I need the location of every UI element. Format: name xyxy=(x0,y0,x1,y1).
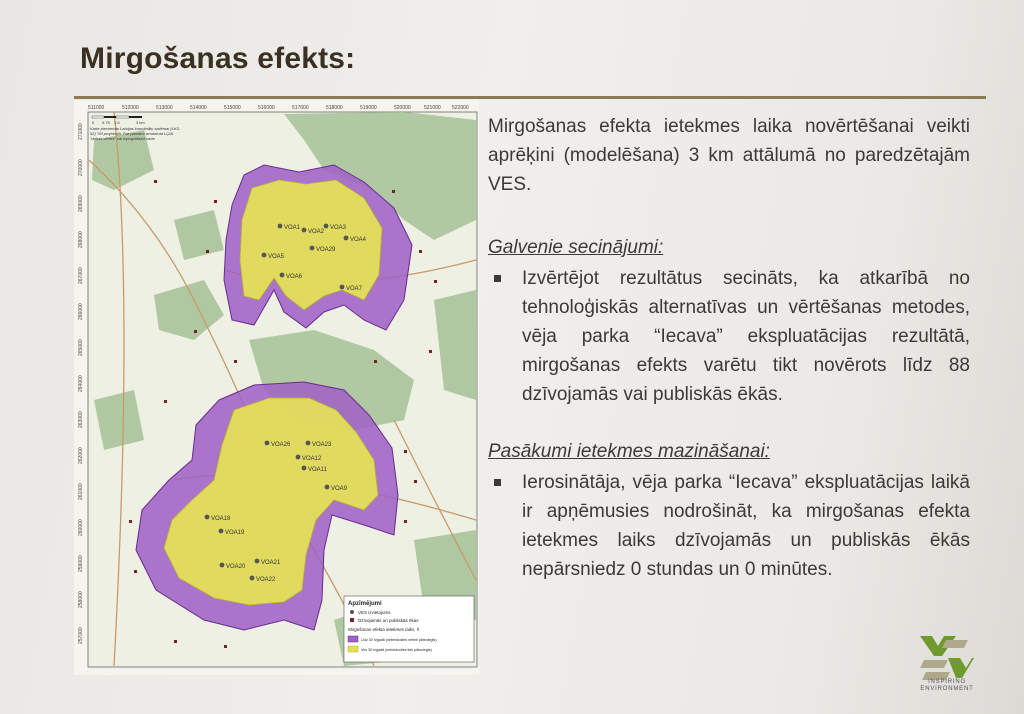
section-heading-measures: Pasākumi ietekmes mazināšanai: xyxy=(488,441,770,462)
svg-text:520000: 520000 xyxy=(394,105,411,111)
turbine-label: VOA6 xyxy=(286,274,303,280)
turbine-label: VOA2 xyxy=(308,229,325,235)
turbine-marker xyxy=(219,529,224,534)
turbine-marker xyxy=(250,576,255,581)
title-divider xyxy=(74,96,986,99)
turbine-label: VOA9 xyxy=(331,486,348,492)
svg-text:258000: 258000 xyxy=(78,591,84,608)
legend-subtitle: Mirgošanas efekta ietekmes laiks, h xyxy=(348,627,420,632)
svg-text:3 km: 3 km xyxy=(136,120,145,125)
turbine-label: VOA20 xyxy=(226,564,246,570)
flicker-map xyxy=(74,100,479,675)
turbine-label: VOA21 xyxy=(261,560,281,566)
turbine-label: VOA23 xyxy=(312,442,332,448)
svg-text:268000: 268000 xyxy=(78,231,84,248)
svg-text:518000: 518000 xyxy=(326,105,343,111)
turbine-marker xyxy=(302,466,307,471)
svg-text:1.5: 1.5 xyxy=(114,120,120,125)
svg-text:265000: 265000 xyxy=(78,339,84,356)
svg-text:269000: 269000 xyxy=(78,195,84,212)
svg-text:519000: 519000 xyxy=(360,105,377,111)
turbine-marker xyxy=(255,559,260,564)
svg-text:0: 0 xyxy=(92,120,95,125)
svg-text:266000: 266000 xyxy=(78,303,84,320)
turbine-marker xyxy=(310,246,315,251)
turbine-label: VOA22 xyxy=(256,577,276,583)
turbine-label: VOA26 xyxy=(271,442,291,448)
svg-text:515000: 515000 xyxy=(224,105,241,111)
svg-text:511000: 511000 xyxy=(88,105,105,111)
svg-text:513000: 513000 xyxy=(156,105,173,111)
turbine-label: VOA5 xyxy=(268,254,285,260)
text-column xyxy=(488,112,970,584)
svg-text:259000: 259000 xyxy=(78,555,84,572)
turbine-label: VOA4 xyxy=(350,237,367,243)
svg-text:521000: 521000 xyxy=(424,105,441,111)
turbine-label: VOA3 xyxy=(330,225,347,231)
turbine-marker xyxy=(280,273,285,278)
svg-text:267000: 267000 xyxy=(78,267,84,284)
map-left-ticks xyxy=(78,123,84,644)
turbine-marker xyxy=(265,441,270,446)
svg-text:0.75: 0.75 xyxy=(102,120,110,125)
turbine-marker xyxy=(306,441,311,446)
turbine-label: VOA18 xyxy=(211,516,231,522)
svg-text:262000: 262000 xyxy=(78,447,84,464)
svg-text:263000: 263000 xyxy=(78,411,84,428)
svg-text:522000: 522000 xyxy=(452,105,469,111)
bullet-marker xyxy=(494,275,501,282)
turbine-marker xyxy=(325,485,330,490)
turbine-label: VOA12 xyxy=(302,456,322,462)
turbine-marker xyxy=(220,563,225,568)
turbine-marker xyxy=(278,224,283,229)
svg-text:264000: 264000 xyxy=(78,375,84,392)
turbine-label: VOA29 xyxy=(316,247,336,253)
section-heading-conclusions: Galvenie secinājumi: xyxy=(488,237,664,258)
measures-bullet xyxy=(488,468,970,584)
legend-buildings: Dzīvojamās un publiskās ēkas xyxy=(358,618,419,623)
turbine-marker xyxy=(205,515,210,520)
logo-caption: INSPIRING ENVIRONMENT xyxy=(920,679,974,692)
svg-text:512000: 512000 xyxy=(122,105,139,111)
map-note: Karte pievienota Latvijas koordinātu sistēmai (LKS-92) TM projekcijā. Par pamatni izmantota LĢIA "dabas vērtes" vai topogrāfiskā karte xyxy=(90,126,181,141)
svg-text:517000: 517000 xyxy=(292,105,309,111)
turbine-marker xyxy=(302,228,307,233)
logo-mark-icon xyxy=(920,636,974,680)
svg-text:257000: 257000 xyxy=(78,627,84,644)
svg-text:516000: 516000 xyxy=(258,105,275,111)
svg-text:514000: 514000 xyxy=(190,105,207,111)
legend-title: Apzīmējumi xyxy=(348,601,382,607)
svg-text:270000: 270000 xyxy=(78,159,84,176)
svg-text:271000: 271000 xyxy=(78,123,84,140)
legend-yellow: Virs 30 h/gadā (nebeidzoties tiek pārsniegts) xyxy=(361,648,432,652)
turbine-label: VOA19 xyxy=(225,530,245,536)
conclusion-text: Izvērtējot rezultātus secināts, ka atkarībā no tehnoloģiskās alternatīvas un vērtēšanas metodes, vēja parka “Iecava” ekspluatācijas rezultātā, mirgošanas efekts varētu tikt novērots līdz 88 dzīvojamās vai publiskās ēkās. xyxy=(522,268,970,405)
turbine-label: VOA1 xyxy=(284,225,301,231)
turbine-marker xyxy=(296,455,301,460)
svg-text:260000: 260000 xyxy=(78,519,84,536)
measures-text: Ierosinātāja, vēja parka “Iecava” ekspluatācijas laikā ir apņēmusies nodrošināt, ka mirgošanas efekta ietekmes laiks dzīvojamās un publiskās ēkās nepārsniedz 0 stundas un 0 minūtes. xyxy=(522,472,970,580)
svg-text:261000: 261000 xyxy=(78,483,84,500)
conclusion-bullet xyxy=(488,264,970,409)
turbine-label: VOA7 xyxy=(346,286,363,292)
map-legend xyxy=(344,596,474,662)
legend-turbine: VES izvietojums xyxy=(358,610,391,615)
slide-title: Mirgošanas efekts: xyxy=(80,42,356,75)
turbine-marker xyxy=(324,224,329,229)
turbine-marker xyxy=(262,253,267,258)
turbine-marker xyxy=(340,285,345,290)
legend-purple: Līdz 30 h/gadā (nebeidzoties netiek pārsniegts) xyxy=(361,638,437,642)
intro-paragraph: Mirgošanas efekta ietekmes laika novērtēšanai veikti aprēķini (modelēšana) 3 km attālumā no paredzētajām VES. xyxy=(488,116,970,195)
turbine-marker xyxy=(344,236,349,241)
turbine-label: VOA11 xyxy=(308,467,327,473)
bullet-marker xyxy=(494,479,501,486)
